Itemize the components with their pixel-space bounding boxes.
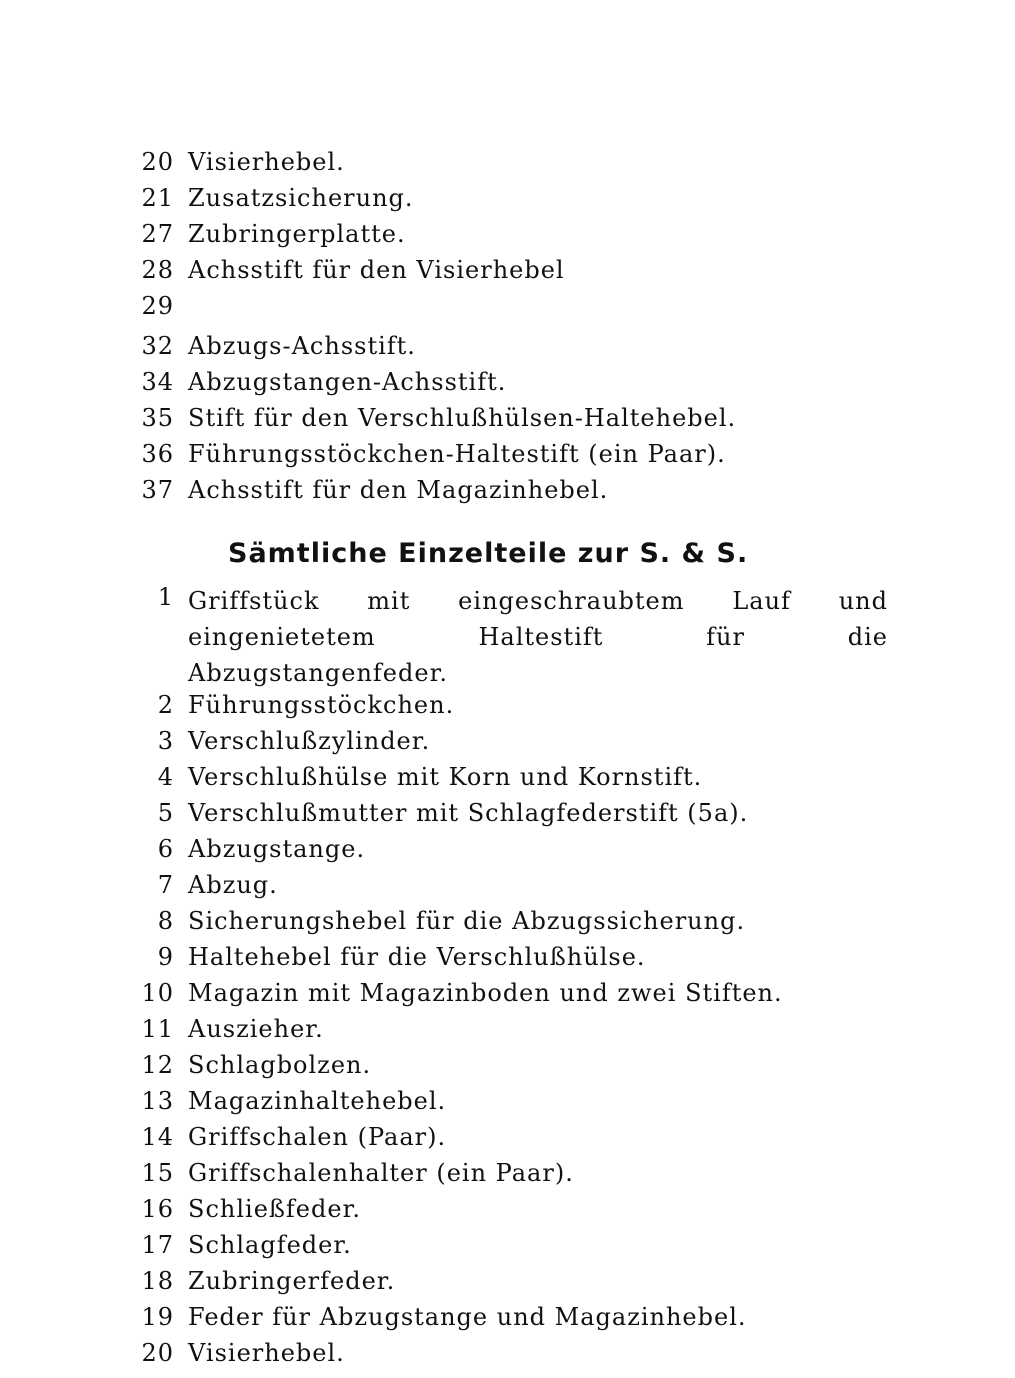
item-number: 20 (141, 1339, 174, 1367)
item-number: 15 (141, 1159, 174, 1187)
item-text: Schlagbolzen. (188, 1051, 372, 1079)
list-item (0, 404, 1015, 440)
item-number: 8 (157, 907, 174, 935)
item-text: Schließfeder. (188, 1195, 362, 1223)
item-number: 19 (141, 1303, 174, 1331)
item-number: 14 (141, 1123, 174, 1151)
item-text: Verschlußmutter mit Schlagfederstift (5a). (188, 799, 749, 827)
item-text: Auszieher. (188, 1015, 324, 1043)
item-text: Feder für Abzugstange und Magazinhebel. (188, 1303, 747, 1331)
item-number: 4 (157, 763, 174, 791)
list-item (0, 943, 1015, 979)
item-text: Griffschalen (Paar). (188, 1123, 447, 1151)
list-item (0, 979, 1015, 1015)
list-item (0, 583, 1015, 691)
item-number: 17 (141, 1231, 174, 1259)
item-number: 9 (157, 943, 174, 971)
list-item (0, 184, 1015, 220)
list-item (0, 1231, 1015, 1267)
list-item (0, 1267, 1015, 1303)
list-item (0, 1051, 1015, 1087)
item-text: Abzug. (188, 871, 278, 899)
item-number: 36 (141, 440, 174, 468)
item-number: 2 (157, 691, 174, 719)
item-text: Achsstift für den Visierhebel (188, 256, 565, 284)
item-number: 29 (141, 292, 174, 320)
parts-list-continued (0, 148, 1015, 512)
list-item (0, 1123, 1015, 1159)
item-text: Stift für den Verschlußhülsen-Haltehebel. (188, 404, 737, 432)
item-number: 5 (157, 799, 174, 827)
item-text: Griffschalenhalter (ein Paar). (188, 1159, 574, 1187)
item-number: 27 (141, 220, 174, 248)
item-text: Magazin mit Magazinboden und zwei Stiften. (188, 979, 783, 1007)
item-text: Führungsstöckchen-Haltestift (ein Paar). (188, 440, 726, 468)
item-number: 1 (157, 583, 174, 611)
item-text: Zubringerfeder. (188, 1267, 396, 1295)
list-item (0, 292, 1015, 332)
list-item (0, 1195, 1015, 1231)
item-text: Verschlußhülse mit Korn und Kornstift. (188, 763, 703, 791)
list-item (0, 368, 1015, 404)
item-text: Verschlußzylinder. (188, 727, 431, 755)
item-number: 3 (157, 727, 174, 755)
parts-list (0, 583, 1015, 1375)
list-item (0, 691, 1015, 727)
item-text: Visierhebel. (188, 148, 345, 176)
list-item (0, 220, 1015, 256)
list-item (0, 1339, 1015, 1375)
list-item (0, 727, 1015, 763)
item-text: Visierhebel. (188, 1339, 345, 1367)
item-text: Schlagfeder. (188, 1231, 352, 1259)
list-item (0, 871, 1015, 907)
item-text: Abzugstange. (188, 835, 366, 863)
list-item (0, 1015, 1015, 1051)
item-number: 32 (141, 332, 174, 360)
list-item (0, 148, 1015, 184)
item-number: 16 (141, 1195, 174, 1223)
item-text: Sicherungshebel für die Abzugssicherung. (188, 907, 746, 935)
item-text: Achsstift für den Magazinhebel. (188, 476, 609, 504)
section-heading: Sämtliche Einzelteile zur S. & S. (228, 538, 749, 569)
list-item (0, 835, 1015, 871)
list-item (0, 256, 1015, 292)
item-number: 28 (141, 256, 174, 284)
item-number: 10 (141, 979, 174, 1007)
item-number: 13 (141, 1087, 174, 1115)
item-text: Magazinhaltehebel. (188, 1087, 447, 1115)
list-item (0, 476, 1015, 512)
list-item (0, 1159, 1015, 1195)
item-text: Griffstück mit eingeschraubtem Lauf und eingenietetem Haltestift für die Abzugstangenfeder. (188, 587, 888, 687)
item-text: Zubringerplatte. (188, 220, 406, 248)
list-item (0, 440, 1015, 476)
list-item (0, 763, 1015, 799)
item-number: 18 (141, 1267, 174, 1295)
item-number: 37 (141, 476, 174, 504)
list-item (0, 332, 1015, 368)
list-item (0, 1087, 1015, 1123)
item-number: 20 (141, 148, 174, 176)
item-number: 7 (157, 871, 174, 899)
item-text: Abzugs-Achsstift. (188, 332, 416, 360)
item-number: 35 (141, 404, 174, 432)
item-text: Haltehebel für die Verschlußhülse. (188, 943, 646, 971)
item-text: Führungsstöckchen. (188, 691, 455, 719)
list-item (0, 799, 1015, 835)
item-text: Abzugstangen-Achsstift. (188, 368, 507, 396)
list-item (0, 1303, 1015, 1339)
item-number: 6 (157, 835, 174, 863)
list-item (0, 907, 1015, 943)
item-number: 34 (141, 368, 174, 396)
item-text: Zusatzsicherung. (188, 184, 414, 212)
item-number: 11 (141, 1015, 174, 1043)
item-number: 12 (141, 1051, 174, 1079)
item-number: 21 (141, 184, 174, 212)
